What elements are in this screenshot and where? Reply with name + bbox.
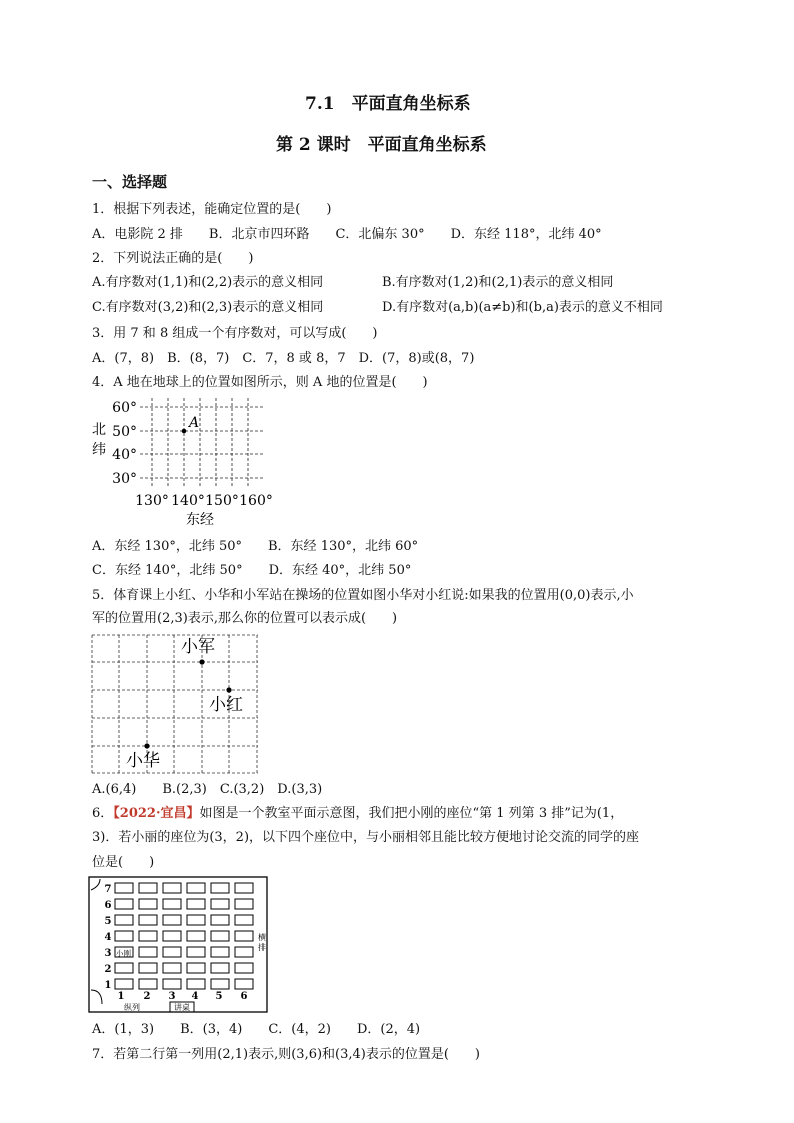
q3-stem: 3．用 7 和 8 组成一个有序数对，可以写成( )	[92, 326, 378, 341]
lon-tick: 140°	[171, 493, 205, 509]
q2-option-b: B.有序数对(1,2)和(2,1)表示的意义相同	[382, 275, 614, 290]
col-number: 6	[240, 991, 248, 1002]
q2-option-d: D.有序数对(a,b)(a≠b)和(b,a)表示的意义不相同	[382, 300, 663, 315]
q2-option-c: C.有序数对(3,2)和(2,3)表示的意义相同	[92, 300, 324, 315]
col-number: 3	[168, 991, 176, 1002]
q6-source: 【2022·宜昌】	[113, 806, 200, 821]
q2-option-a: A.有序数对(1,1)和(2,2)表示的意义相同	[92, 275, 324, 290]
lon-tick: 160°	[239, 493, 273, 509]
row-number: 5	[104, 916, 112, 927]
q3-options: A．(7，8) B．(8，7) C．7，8 或 8，7 D．(7，8)或(8，7)	[92, 351, 475, 366]
q4-options-ab: A．东经 130°，北纬 50° B．东经 130°，北纬 60°	[92, 539, 419, 554]
col-number: 4	[191, 991, 199, 1002]
lon-tick: 130°	[135, 493, 169, 509]
lat-label: 纬	[92, 442, 106, 458]
q6-stem-line1	[92, 805, 623, 823]
q5-stem-line2: 军的位置用(2,3)表示,那么你的位置可以表示成( )	[92, 611, 398, 626]
q5-stem-line1: 5．体育课上小红、小华和小军站在操场的位置如图小华对小红说:如果我的位置用(0,0)表示,小	[92, 588, 634, 603]
q6-classroom-figure	[88, 876, 270, 1016]
row-number: 2	[104, 964, 112, 975]
q4-options-cd: C．东经 140°，北纬 50° D．东经 40°，北纬 50°	[92, 563, 412, 578]
page-title: 7.1 平面直角坐标系	[305, 94, 471, 114]
section-heading: 一、选择题	[92, 173, 168, 191]
page-subtitle: 第 2 课时 平面直角坐标系	[276, 135, 487, 155]
point-a-marker	[182, 429, 187, 434]
q7-stem: 7．若第二行第一列用(2,1)表示,则(3,6)和(3,4)表示的位置是( )	[92, 1047, 481, 1062]
q1-stem: 1．根据下列表述，能确定位置的是( )	[92, 202, 332, 217]
row-number: 4	[104, 932, 112, 943]
q4-stem: 4．A 地在地球上的位置如图所示，则 A 地的位置是( )	[92, 375, 428, 390]
lat-label: 北	[92, 422, 106, 438]
lat-tick: 30°	[112, 471, 137, 487]
row-number: 1	[104, 980, 112, 991]
q2-stem: 2．下列说法正确的是( )	[92, 251, 254, 266]
col-number: 2	[143, 991, 151, 1002]
q6-stem-line3: 位是( )	[92, 855, 155, 870]
xiaohong-label: 小红	[209, 695, 243, 715]
zonglie-label: 纵列	[124, 1003, 140, 1012]
col-number: 1	[117, 991, 125, 1002]
col-number: 5	[215, 991, 223, 1002]
hengpai-label: 横	[258, 933, 266, 942]
q6-number: 6．	[92, 806, 114, 821]
xiaojun-label: 小军	[181, 637, 215, 657]
row-number: 7	[104, 884, 112, 895]
row-number: 6	[104, 900, 112, 911]
lon-tick: 150°	[205, 493, 239, 509]
hengpai-label: 排	[258, 943, 266, 952]
q6-options: A．(1，3) B．(3，4) C．(4，2) D．(2，4)	[92, 1022, 421, 1037]
q6-stem-text: 如图是一个教室平面示意图，我们把小刚的座位“第 1 列第 3 排”记为(1，	[199, 806, 624, 821]
lat-tick: 60°	[112, 400, 137, 416]
lon-label: 东经	[186, 512, 214, 528]
jiangtai-label: 讲桌	[174, 1003, 190, 1012]
lat-tick: 40°	[112, 447, 137, 463]
q4-lat-lon-figure	[88, 396, 288, 530]
q5-playground-figure	[90, 632, 262, 778]
q5-options: A.(6,4) B.(2,3) C.(3,2) D.(3,3)	[92, 782, 323, 797]
lat-tick: 50°	[112, 424, 137, 440]
row-number: 3	[104, 948, 112, 959]
q1-options: A．电影院 2 排 B．北京市四环路 C．北偏东 30° D．东经 118°，北纬 40°	[92, 227, 602, 242]
xiaogang-seat: 小刚	[116, 949, 131, 958]
point-a-label: A	[189, 415, 200, 431]
xiaohua-label: 小华	[126, 751, 160, 771]
q6-stem-line2: 3)．若小丽的座位为(3，2)，以下四个座位中，与小丽相邻且能比较方便地讨论交流的同学的座	[92, 830, 640, 845]
